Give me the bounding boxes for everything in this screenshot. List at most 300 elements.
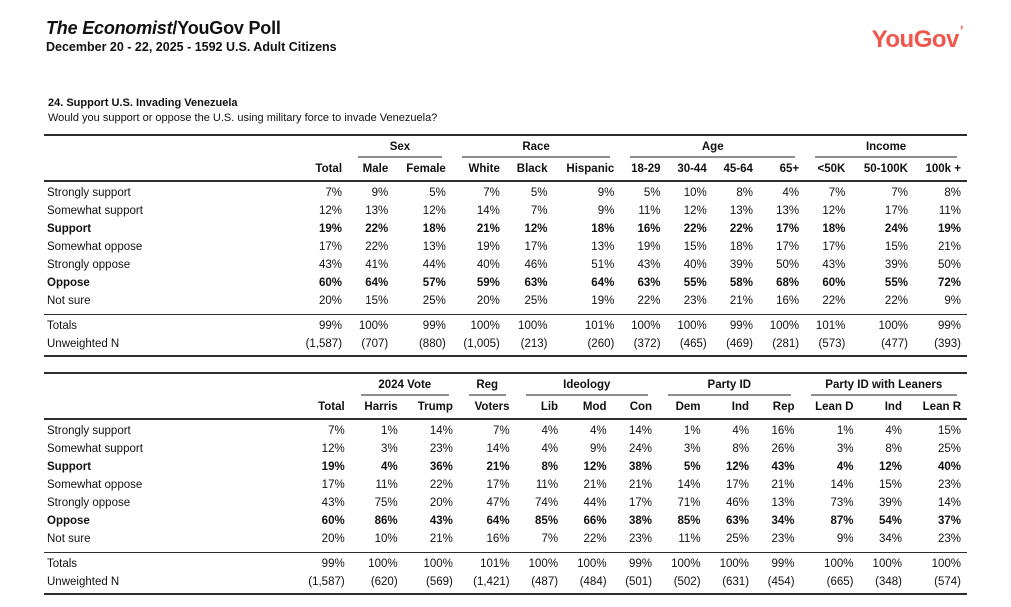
column-group-header (351, 373, 459, 396)
data-cell: 20% (321, 533, 345, 545)
column-group-label: Party ID with Leaners (811, 379, 957, 396)
column-header: Trump (404, 396, 459, 419)
data-cell: 26% (771, 443, 795, 455)
data-cell: 16% (771, 425, 795, 437)
summary-row (44, 315, 967, 336)
data-cell: 22% (884, 295, 908, 307)
summary-cell: 99% (755, 553, 800, 574)
data-cell: 19% (321, 461, 345, 473)
data-cell: 43% (637, 259, 661, 271)
data-cell: 11% (535, 479, 559, 491)
row-label: Somewhat oppose (47, 241, 143, 253)
column-header: <50K (805, 158, 851, 181)
data-row (44, 220, 967, 238)
summary-cell: (477) (881, 338, 908, 350)
column-header: White (452, 158, 506, 181)
data-cell: 8% (885, 443, 902, 455)
data-cell: 43% (429, 515, 453, 527)
summary-cell: 100% (620, 315, 666, 336)
column-header: Ind (859, 396, 908, 419)
data-cell: 34% (771, 515, 795, 527)
data-cell: 86% (374, 515, 398, 527)
data-cell: 43% (319, 259, 343, 271)
data-cell: 7% (483, 187, 500, 199)
column-group-header (658, 373, 800, 396)
data-cell: 40% (683, 259, 707, 271)
title-economist: The Economist (46, 18, 173, 38)
data-cell: 46% (524, 259, 548, 271)
data-cell: 36% (429, 461, 453, 473)
column-group-label: Age (630, 141, 795, 158)
column-header: 100k + (914, 158, 967, 181)
masthead (46, 18, 965, 54)
summary-cell: (707) (361, 338, 389, 350)
data-cell: 9% (944, 295, 961, 307)
data-cell: 14% (629, 425, 653, 437)
summary-row-label: Totals (44, 553, 294, 574)
column-group-header (805, 135, 967, 158)
data-cell: 73% (830, 497, 854, 509)
summary-cell: (484) (579, 576, 607, 588)
data-cell: 18% (822, 223, 846, 235)
data-cell: 12% (726, 461, 750, 473)
summary-cell: (569) (426, 576, 453, 588)
data-cell: 16% (486, 533, 510, 545)
question-text: Would you support or oppose the U.S. using military force to invade Venezuela? (48, 112, 438, 124)
data-cell: 39% (878, 497, 902, 509)
data-cell: 9% (597, 205, 615, 217)
data-cell: 9% (371, 187, 389, 199)
data-cell: 71% (677, 497, 701, 509)
data-cell: 21% (771, 479, 795, 491)
data-cell: 51% (591, 259, 615, 271)
data-cell: 23% (683, 295, 707, 307)
summary-row (44, 553, 967, 574)
data-cell: 14% (937, 497, 961, 509)
column-header: Lib (516, 396, 565, 419)
data-cell: 10% (683, 187, 707, 199)
column-group-header (801, 373, 967, 396)
data-cell: 18% (729, 241, 753, 253)
row-label: Strongly support (47, 187, 131, 199)
data-cell: 34% (878, 533, 902, 545)
summary-cell: (631) (722, 576, 750, 588)
summary-cell: 100% (564, 553, 613, 574)
data-cell: 1% (381, 425, 398, 437)
data-cell: 17% (319, 241, 343, 253)
column-header: Ind (707, 396, 756, 419)
data-cell: 8% (736, 187, 753, 199)
data-cell: 63% (524, 277, 548, 289)
group-header-row (44, 373, 967, 396)
data-cell: 24% (884, 223, 908, 235)
data-cell: 22% (729, 223, 753, 235)
data-cell: 17% (629, 497, 653, 509)
summary-cell: 99% (294, 315, 348, 336)
data-cell: 11% (938, 205, 961, 217)
data-cell: 3% (381, 443, 398, 455)
summary-cell: (1,587) (308, 576, 345, 588)
data-cell: 4% (541, 425, 559, 437)
data-cell: 63% (726, 515, 750, 527)
summary-row-label: Totals (44, 315, 294, 336)
summary-cell: 101% (553, 315, 620, 336)
data-cell: 25% (422, 295, 446, 307)
column-header: Total (294, 158, 348, 181)
row-label: Somewhat oppose (47, 479, 143, 491)
data-cell: 23% (629, 533, 653, 545)
column-header: 30-44 (667, 158, 713, 181)
data-cell: 13% (776, 205, 800, 217)
summary-cell: 100% (859, 553, 908, 574)
data-cell: 21% (429, 533, 453, 545)
column-header: Mod (564, 396, 613, 419)
group-header-row (44, 135, 967, 158)
data-cell: 12% (683, 205, 707, 217)
summary-cell: 100% (506, 315, 554, 336)
data-cell: 19% (319, 223, 343, 235)
summary-cell: (372) (633, 338, 661, 350)
data-cell: 25% (524, 295, 548, 307)
data-cell: 21% (629, 479, 653, 491)
data-cell: 55% (884, 277, 908, 289)
data-cell: 16% (637, 223, 661, 235)
data-cell: 12% (822, 205, 846, 217)
column-header: Con (613, 396, 658, 419)
data-cell: 46% (726, 497, 750, 509)
data-cell: 21% (486, 461, 510, 473)
summary-cell: 100% (801, 553, 860, 574)
column-group-label: 2024 Vote (361, 379, 449, 396)
data-cell: 1% (836, 425, 854, 437)
data-cell: 5% (643, 187, 661, 199)
data-cell: 12% (878, 461, 902, 473)
data-cell: 43% (771, 461, 795, 473)
data-cell: 5% (530, 187, 548, 199)
data-cell: 7% (828, 187, 846, 199)
data-cell: 19% (476, 241, 500, 253)
data-cell: 5% (429, 187, 446, 199)
data-cell: 66% (583, 515, 607, 527)
data-cell: 12% (422, 205, 446, 217)
summary-cell: 100% (658, 553, 707, 574)
data-cell: 8% (732, 443, 750, 455)
summary-cell: (454) (767, 576, 795, 588)
data-cell: 14% (830, 479, 854, 491)
data-cell: 39% (729, 259, 753, 271)
data-cell: 7% (541, 533, 559, 545)
column-header: Hispanic (553, 158, 620, 181)
data-cell: 22% (365, 223, 389, 235)
data-cell: 50% (937, 259, 961, 271)
crosstab-demographics (44, 134, 967, 357)
data-cell: 14% (486, 443, 510, 455)
data-cell: 9% (836, 533, 854, 545)
data-cell: 17% (321, 479, 345, 491)
data-cell: 55% (683, 277, 707, 289)
column-header: Male (348, 158, 394, 181)
data-cell: 3% (683, 443, 701, 455)
data-cell: 13% (591, 241, 615, 253)
column-header-spacer (44, 158, 294, 181)
summary-cell: (574) (934, 576, 961, 588)
data-cell: 74% (535, 497, 559, 509)
summary-cell: 100% (667, 315, 713, 336)
summary-cell: 100% (351, 553, 404, 574)
yougov-logo-mark: ’ (959, 23, 963, 38)
column-group-label: Sex (358, 141, 442, 158)
row-label: Oppose (47, 277, 90, 289)
data-cell: 20% (476, 295, 500, 307)
row-label: Strongly oppose (47, 259, 131, 271)
data-row (44, 238, 967, 256)
data-cell: 14% (476, 205, 500, 217)
data-cell: 85% (535, 515, 559, 527)
column-header: 65+ (759, 158, 805, 181)
summary-cell: (487) (531, 576, 559, 588)
column-group-label: Party ID (668, 379, 790, 396)
data-cell: 22% (429, 479, 453, 491)
summary-row (44, 335, 967, 356)
summary-row-label: Unweighted N (47, 338, 120, 350)
column-group-header (516, 373, 658, 396)
title-block (46, 18, 337, 54)
data-row (44, 476, 967, 494)
data-cell: 40% (937, 461, 961, 473)
data-cell: 1% (683, 425, 701, 437)
data-cell: 4% (885, 425, 902, 437)
data-cell: 59% (476, 277, 500, 289)
column-header: Voters (459, 396, 516, 419)
column-header: Lean R (908, 396, 967, 419)
summary-cell: 100% (759, 315, 805, 336)
data-cell: 22% (637, 295, 661, 307)
column-header-row (44, 396, 967, 419)
data-row (44, 494, 967, 512)
data-cell: 43% (822, 259, 846, 271)
summary-cell: (465) (679, 338, 707, 350)
summary-row-label: Unweighted N (47, 576, 120, 588)
data-cell: 25% (937, 443, 961, 455)
row-label: Not sure (47, 533, 91, 545)
summary-cell: 100% (851, 315, 914, 336)
data-cell: 50% (776, 259, 800, 271)
row-label: Not sure (47, 295, 91, 307)
data-row (44, 292, 967, 315)
data-cell: 12% (321, 443, 345, 455)
data-cell: 57% (422, 277, 446, 289)
data-row (44, 440, 967, 458)
summary-cell: (880) (418, 338, 446, 350)
data-cell: 60% (319, 277, 343, 289)
poll-dates-subtitle: December 20 - 22, 2025 - 1592 U.S. Adult Citizens (46, 40, 337, 54)
data-cell: 13% (729, 205, 753, 217)
column-group-label: Race (462, 141, 611, 158)
column-header: Female (394, 158, 452, 181)
data-cell: 7% (325, 187, 343, 199)
data-cell: 15% (884, 241, 908, 253)
data-cell: 21% (937, 241, 961, 253)
summary-cell: 99% (294, 553, 351, 574)
data-cell: 54% (878, 515, 902, 527)
data-cell: 21% (583, 479, 607, 491)
data-row (44, 419, 967, 440)
data-cell: 60% (822, 277, 846, 289)
data-cell: 18% (422, 223, 446, 235)
group-header-spacer (44, 373, 351, 396)
data-cell: 12% (319, 205, 343, 217)
data-cell: 13% (365, 205, 389, 217)
data-cell: 15% (365, 295, 389, 307)
page-title (46, 18, 337, 39)
data-row (44, 458, 967, 476)
data-cell: 23% (771, 533, 795, 545)
column-group-header (348, 135, 452, 158)
column-header: Black (506, 158, 554, 181)
data-cell: 17% (776, 241, 800, 253)
data-cell: 22% (365, 241, 389, 253)
summary-cell: 100% (516, 553, 565, 574)
summary-cell: (469) (726, 338, 753, 350)
summary-cell: 99% (613, 553, 658, 574)
data-row (44, 202, 967, 220)
data-cell: 47% (486, 497, 510, 509)
data-cell: 22% (583, 533, 607, 545)
data-cell: 20% (429, 497, 453, 509)
data-cell: 19% (637, 241, 661, 253)
data-cell: 22% (822, 295, 846, 307)
data-cell: 4% (589, 425, 607, 437)
data-cell: 4% (541, 443, 559, 455)
data-cell: 7% (891, 187, 908, 199)
summary-cell: (1,587) (305, 338, 343, 350)
data-cell: 60% (321, 515, 345, 527)
data-cell: 4% (732, 425, 750, 437)
column-header: Rep (755, 396, 800, 419)
data-cell: 38% (629, 515, 653, 527)
summary-cell: (620) (370, 576, 398, 588)
data-cell: 3% (836, 443, 854, 455)
column-header: Lean D (801, 396, 860, 419)
row-label: Somewhat support (47, 205, 143, 217)
data-cell: 20% (319, 295, 343, 307)
data-cell: 75% (374, 497, 398, 509)
data-cell: 4% (836, 461, 854, 473)
data-cell: 13% (422, 241, 446, 253)
data-cell: 16% (776, 295, 800, 307)
data-cell: 7% (530, 205, 548, 217)
data-cell: 14% (429, 425, 453, 437)
data-cell: 9% (597, 187, 615, 199)
data-cell: 17% (486, 479, 510, 491)
data-cell: 11% (678, 533, 701, 545)
data-cell: 5% (683, 461, 701, 473)
data-cell: 37% (937, 515, 961, 527)
data-cell: 43% (321, 497, 345, 509)
summary-row (44, 573, 967, 594)
data-cell: 7% (328, 425, 345, 437)
data-cell: 12% (583, 461, 607, 473)
row-label: Somewhat support (47, 443, 143, 455)
data-row (44, 512, 967, 530)
summary-cell: 99% (914, 315, 967, 336)
column-header: Dem (658, 396, 707, 419)
data-cell: 63% (637, 277, 661, 289)
data-cell: 22% (683, 223, 707, 235)
data-cell: 4% (381, 461, 398, 473)
summary-cell: (1,421) (473, 576, 510, 588)
column-group-header (452, 135, 621, 158)
data-cell: 58% (729, 277, 753, 289)
data-cell: 19% (591, 295, 615, 307)
summary-cell: (665) (826, 576, 854, 588)
summary-cell: (348) (875, 576, 902, 588)
data-cell: 17% (884, 205, 908, 217)
column-header: 18-29 (620, 158, 666, 181)
summary-cell: (281) (772, 338, 800, 350)
data-cell: 15% (937, 425, 961, 437)
data-row (44, 181, 967, 202)
data-cell: 17% (524, 241, 548, 253)
data-cell: 15% (878, 479, 902, 491)
column-group-header (459, 373, 516, 396)
data-cell: 38% (629, 461, 653, 473)
column-group-label: Reg (469, 379, 506, 396)
column-header: Total (294, 396, 351, 419)
data-row (44, 274, 967, 292)
data-cell: 17% (726, 479, 750, 491)
data-cell: 72% (937, 277, 961, 289)
summary-cell: (260) (587, 338, 615, 350)
row-label: Support (47, 461, 92, 473)
summary-cell: 100% (404, 553, 459, 574)
column-group-label: Ideology (526, 379, 648, 396)
data-cell: 9% (589, 443, 607, 455)
data-cell: 11% (375, 479, 398, 491)
data-cell: 12% (524, 223, 548, 235)
summary-cell: 100% (908, 553, 967, 574)
summary-cell: 100% (348, 315, 394, 336)
summary-cell: (502) (673, 576, 701, 588)
data-cell: 11% (638, 205, 661, 217)
data-cell: 64% (486, 515, 510, 527)
summary-cell: 99% (713, 315, 759, 336)
data-cell: 68% (776, 277, 800, 289)
group-header-spacer (44, 135, 348, 158)
data-row (44, 256, 967, 274)
column-header: 50-100K (851, 158, 914, 181)
row-label: Support (47, 223, 92, 235)
data-cell: 23% (937, 533, 961, 545)
data-cell: 19% (937, 223, 961, 235)
data-cell: 64% (591, 277, 615, 289)
column-header: Harris (351, 396, 404, 419)
data-cell: 17% (776, 223, 800, 235)
column-header: 45-64 (713, 158, 759, 181)
summary-cell: 100% (707, 553, 756, 574)
data-cell: 41% (365, 259, 389, 271)
summary-cell: 100% (452, 315, 506, 336)
data-cell: 64% (365, 277, 389, 289)
data-cell: 18% (591, 223, 615, 235)
summary-cell: (501) (625, 576, 653, 588)
data-cell: 44% (583, 497, 607, 509)
data-cell: 13% (771, 497, 795, 509)
summary-cell: (1,005) (463, 338, 500, 350)
data-cell: 17% (822, 241, 846, 253)
data-cell: 7% (492, 425, 510, 437)
data-cell: 44% (422, 259, 446, 271)
